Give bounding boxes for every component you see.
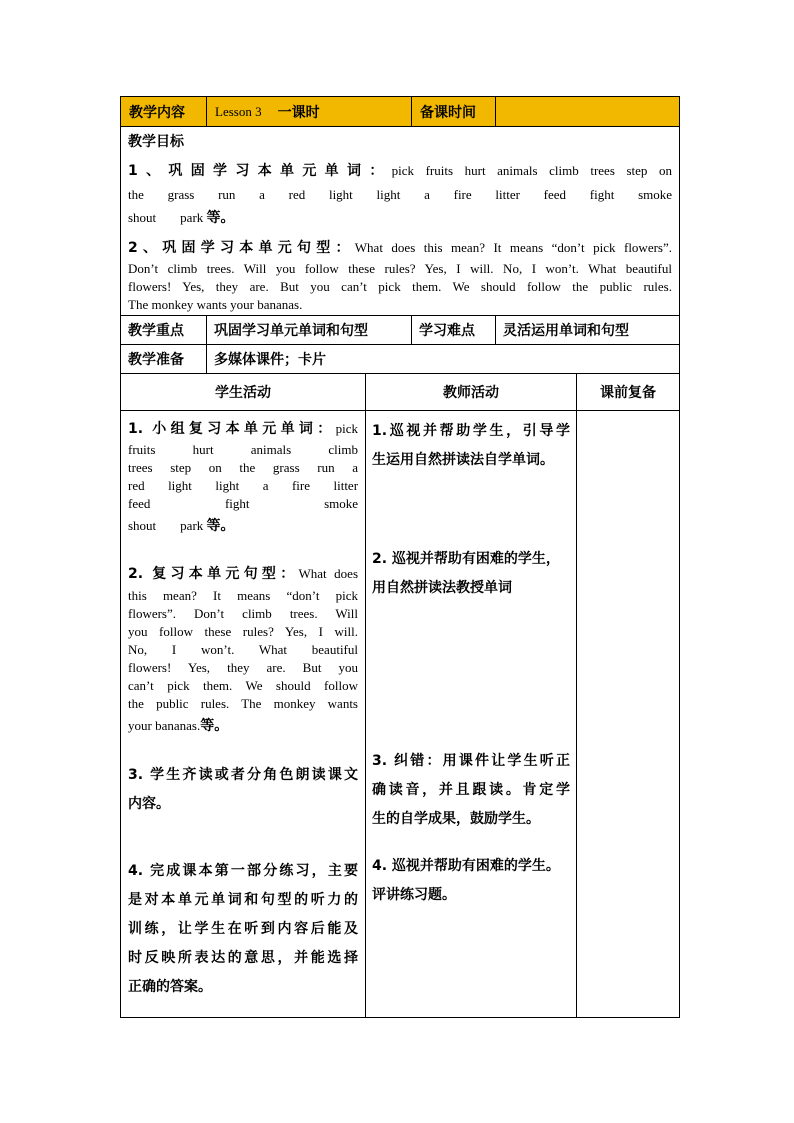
difficulty-label: 学习难点 [411,316,495,344]
content-label: 教学内容 [129,104,185,121]
objectives-item2-line4: The monkey wants your bananas. [128,297,303,312]
prep-row [121,344,679,373]
lesson-cn: 一课时 [277,104,320,121]
objectives-row [121,126,679,315]
teacher-activity-3: 3. 纠错：用课件让学生听正 确读音，并且跟读。肯定学 生的自学成果，鼓励学生。 [372,753,570,827]
objectives-item2-line2: Don’t climb trees. Will you follow these rules? Yes, I will. No, I won’t. What beautiful [128,261,672,276]
prep-value: 多媒体课件；卡片 [206,345,679,373]
lesson-cell [206,97,411,126]
focus-row [121,315,679,344]
objectives-item2-line1: 2、巩固学习本单元句型：What does this mean? It means “don’t pick flowers”. [128,240,673,256]
notes-header: 课前复备 [576,374,679,410]
difficulty-value: 灵活运用单词和句型 [495,316,679,344]
objectives-title: 教学目标 [128,134,184,150]
teacher-activity-2: 2. 巡视并帮助有困难的学生， 用自然拼读法教授单词 [372,551,560,596]
activities-row [121,410,679,1017]
student-activities-cell: 1. 小组复习本单元单词：pick fruits hurt animals climb trees step on the grass run a red light light a fire litter feed fight smoke shout park 等。 2. 复习本单元句型：What does this mean? It means “don’t pick flowers”. Don’t climb trees. Will you follow these rules? Yes, I will. No, I won’t. What beautiful flowers! Yes, they are. But you can’t pick them. We should follow the public rules. The monkey wants your bananas.等。 3. 学生齐读或者分角色朗读课文 内容。 4. 完成课本第一部分练习，主要 是对本单元单词和句型的听力的 训练，让学生在听到内容后能及 时反映所表达的意思，并能选择 正确的答案。 [121,411,365,1017]
student-activity-3: 3. 学生齐读或者分角色朗读课文 内容。 [128,767,358,812]
key-label: 教学重点 [128,323,184,339]
key-value: 巩固学习单元单词和句型 [206,316,411,344]
teacher-activity-header: 教师活动 [365,374,576,410]
header-row [121,97,679,126]
teacher-activity-4: 4. 巡视并帮助有困难的学生。 评讲练习题。 [372,858,560,903]
objectives-item1-line1: 1、巩固学习本单元单词：pick fruits hurt animals climb trees step on [128,163,672,179]
prep-label: 教学准备 [128,352,184,368]
lesson-en: Lesson 3 [215,103,262,119]
teacher-activities-cell [365,411,576,1017]
student-activity-header: 学生活动 [215,385,271,401]
objectives-item1-line3: shout park 等。 [128,210,235,226]
prep-time-value [495,97,679,126]
prep-time-label: 备课时间 [411,97,495,126]
notes-cell [576,411,679,1017]
lesson-plan-table [120,96,680,1018]
activity-header-row [121,373,679,410]
student-activity-1: 1. 小组复习本单元单词：pick [128,421,358,437]
objectives-item1-line2: the grass run a red light light a fire litter feed fight smoke [128,187,673,202]
student-activity-2: 2. 复习本单元句型：What does [128,566,358,582]
objectives-cell [121,127,679,315]
teacher-activity-1: 1.巡视并帮助学生，引导学 生运用自然拼读法自学单词。 [372,423,570,468]
student-activity-4: 4. 完成课本第一部分练习，主要 是对本单元单词和句型的听力的 训练，让学生在听到内容后能及 时反映所表达的意思，并能选择 正确的答案。 [128,863,358,995]
objectives-item2-line3: flowers! Yes, they are. But you can’t pick them. We should follow the public rules. [128,279,672,294]
